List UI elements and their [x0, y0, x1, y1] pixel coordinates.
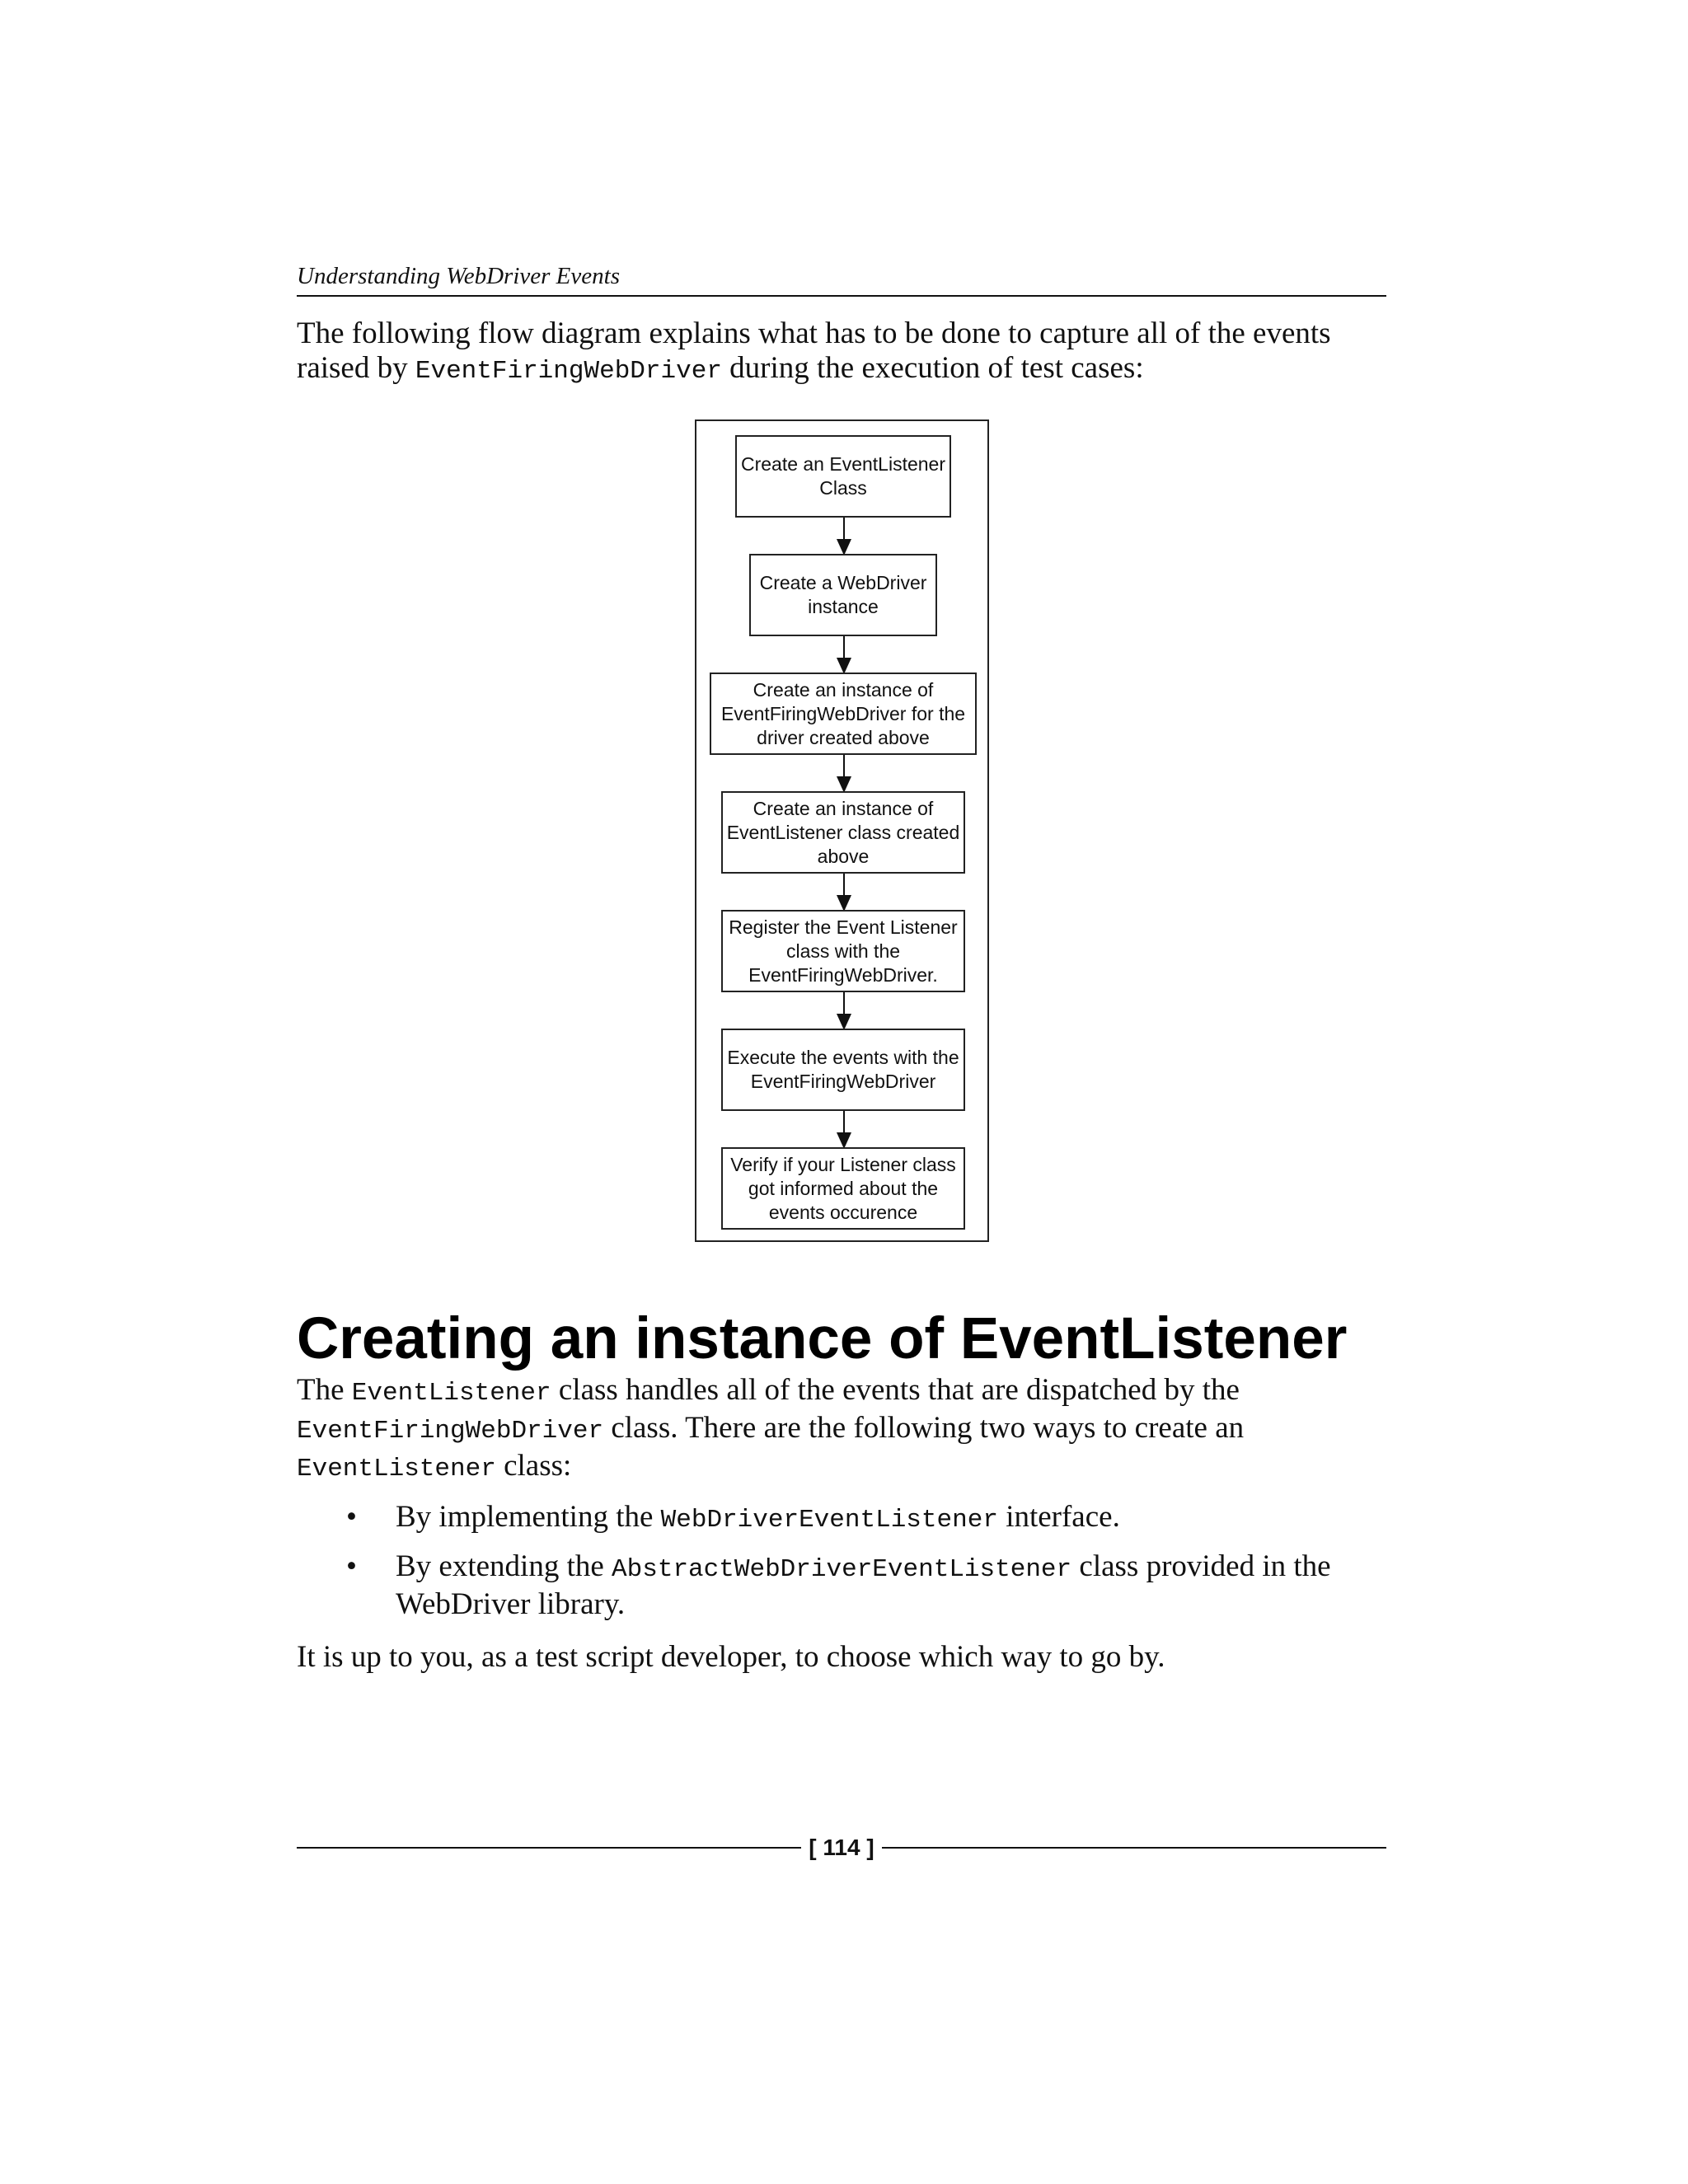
bullet-text-end: class provided in the WebDriver library. [396, 1549, 1331, 1621]
flow-step-6: Execute the events with the EventFiringWebDriver [721, 1029, 965, 1111]
page-number: [ 114 ] [809, 1835, 874, 1860]
running-head: Understanding WebDriver Events [297, 263, 620, 289]
para-code-3: EventListener [297, 1455, 496, 1483]
intro-text: The following flow diagram explains what has to be done to capture all of the events raised by [297, 316, 1331, 385]
flow-step-4: Create an instance of EventListener class created above [721, 791, 965, 874]
page-header [297, 259, 1386, 297]
para-code-1: EventListener [351, 1379, 551, 1408]
bullet-text: By extending the [396, 1549, 612, 1583]
flow-step-1: Create an EventListener Class [735, 435, 951, 518]
bullet-code: AbstractWebDriverEventListener [612, 1555, 1072, 1584]
bullet-list [297, 1500, 1393, 1633]
intro-text-end: during the execution of test cases: [721, 351, 1144, 385]
flow-step-3: Create an instance of EventFiringWebDriver for the driver created above [710, 673, 977, 755]
bullet-dot-icon: • [346, 1500, 357, 1534]
flow-arrow-6 [843, 1111, 845, 1147]
para-text-3: class. There are the following two ways to create an [603, 1411, 1245, 1445]
section-heading: Creating an instance of EventListener [297, 1306, 1348, 1371]
flow-arrow-5 [843, 992, 845, 1029]
bullet-text-end: interface. [997, 1500, 1120, 1534]
flow-arrow-3 [843, 755, 845, 791]
bullet-item [297, 1500, 1393, 1538]
intro-paragraph [297, 316, 1393, 389]
intro-code: EventFiringWebDriver [415, 357, 722, 386]
flow-arrow-1 [843, 518, 845, 554]
para-text-1: The [297, 1373, 352, 1407]
bullet-item [297, 1549, 1393, 1622]
para-code-2: EventFiringWebDriver [297, 1417, 604, 1446]
bullet-text: By implementing the [396, 1500, 661, 1534]
flow-step-2: Create a WebDriver instance [749, 554, 937, 636]
bullet-dot-icon: • [346, 1549, 357, 1583]
flow-arrow-2 [843, 636, 845, 673]
para-text-4: class: [495, 1449, 572, 1483]
page-footer [297, 1831, 1386, 1864]
para-text-2: class handles all of the events that are dispatched by the [551, 1373, 1240, 1407]
bullet-code: WebDriverEventListener [660, 1506, 998, 1535]
flow-step-7: Verify if your Listener class got informed about the events occurence [721, 1147, 965, 1230]
flow-arrow-4 [843, 874, 845, 910]
closing-paragraph: It is up to you, as a test script developer, to choose which way to go by. [297, 1640, 1165, 1674]
flow-diagram [695, 419, 989, 1242]
section-paragraph [297, 1373, 1393, 1487]
flow-step-5: Register the Event Listener class with the EventFiringWebDriver. [721, 910, 965, 992]
